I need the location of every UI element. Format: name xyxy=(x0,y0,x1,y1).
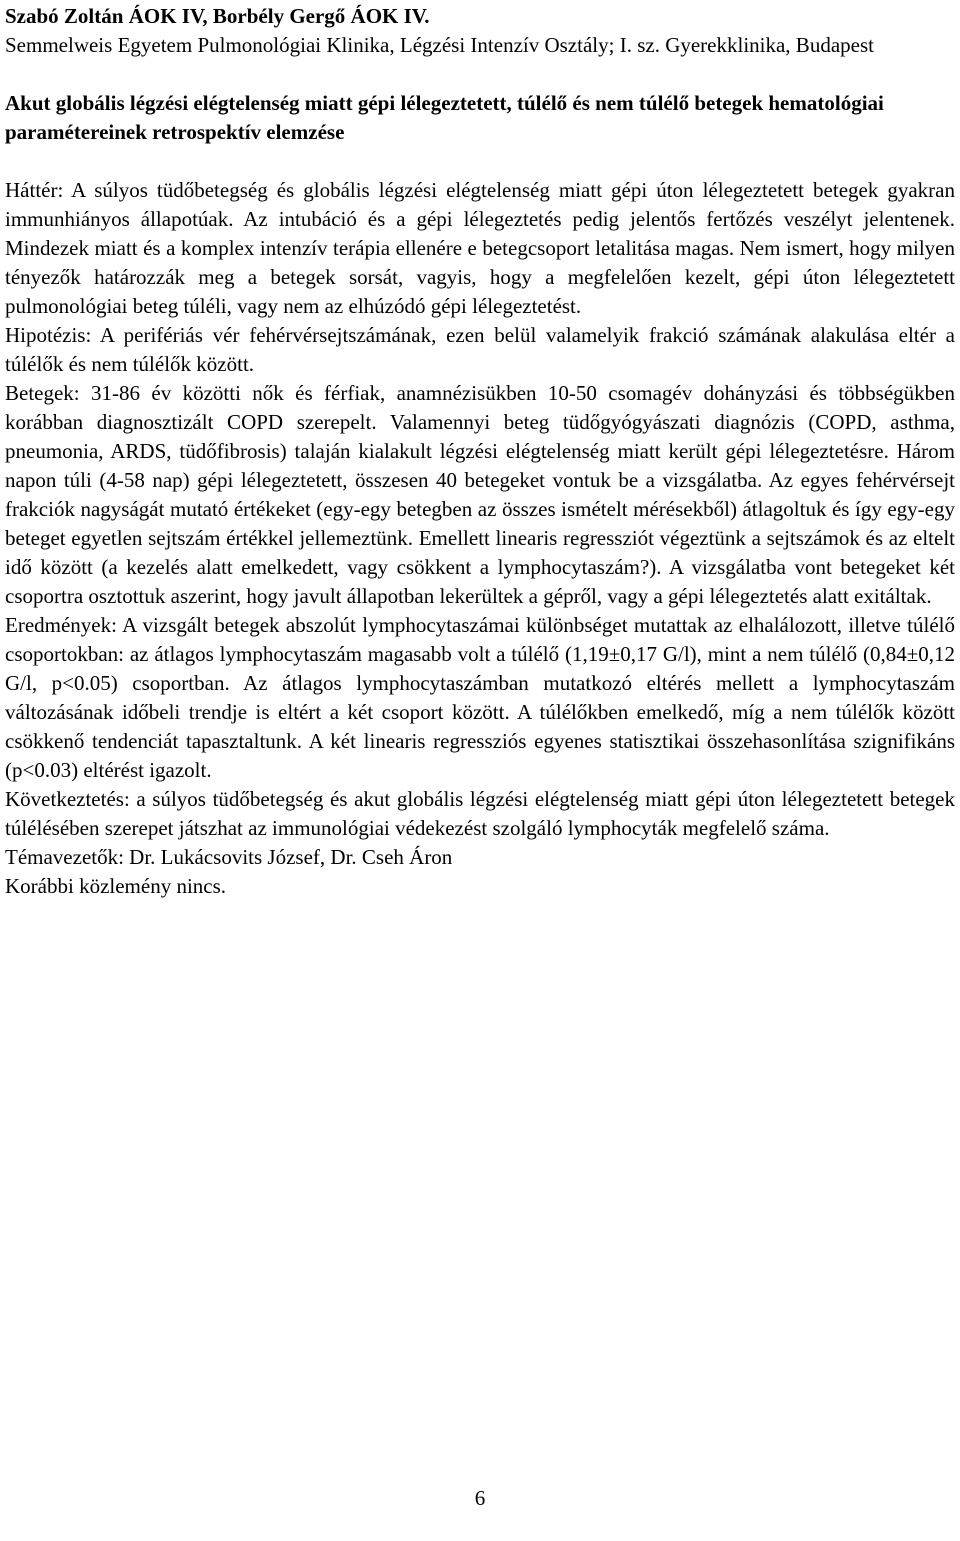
supervisors-line: Témavezetők: Dr. Lukácsovits József, Dr. Cseh Áron xyxy=(5,845,453,869)
author-line: Szabó Zoltán ÁOK IV, Borbély Gergő ÁOK IV. xyxy=(5,4,430,28)
patients-paragraph: Betegek: 31-86 év közötti nők és férfiak, anamnézisükben 10-50 csomagév dohányzási és többségükben korábban diagnosztizált COPD szerepelt. Valamennyi beteg tüdőgyógyászati diagnózis (COPD, asthma, pneumonia, ARDS, tüdőfibrosis) talaján kialakult légzési elégtelenség miatt került gépi lélegeztetésre. Három napon túli (4-58 nap) gépi lélegeztetett, összesen 40 betegeket vontuk be a vizsgálatba. Az egyes fehérvérsejt frakciók nagyságát mutató értékeket (egy-egy betegben az összes ismételt mérésekből) átlagoltuk és így egy-egy beteget egyetlen sejtszám értékkel jellemeztünk. Emellett linearis regressziót végeztünk a sejtszámok és az eltelt idő között (a kezelés alatt emelkedett, vagy csökkent a lymphocytaszám?). A vizsgálatba vont betegeket két csoportra osztottuk aszerint, hogy javult állapotban lekerültek a gépről, vagy a gépi lélegeztetés alatt exitáltak. xyxy=(5,381,955,608)
results-paragraph: Eredmények: A vizsgált betegek abszolút lymphocytaszámai különbséget mutattak az elhalálozott, illetve túlélő csoportokban: az átlagos lymphocytaszám magasabb volt a túlélő (1,19±0,17 G/l), mint a nem túlélő (0,84±0,12 G/l, p<0.05) csoportban. Az átlagos lymphocytaszámban mutatkozó eltérés mellett a lymphocytaszám változásának időbeli trendje is eltért a két csoport között. A túlélőkben emelkedő, míg a nem túlélők között csökkenő tendenciát tapasztaltunk. A két linearis regressziós egyenes statisztikai összehasonlítása szignifikáns (p<0.03) eltérést igazolt. xyxy=(5,613,955,782)
background-paragraph: Háttér: A súlyos tüdőbetegség és globális légzési elégtelenség miatt gépi úton lélegeztetett betegek gyakran immunhiányos állapotúak. Az intubáció és a gépi lélegeztetés pedig jelentős fertőzés veszélyt jelentenek. Mindezek miatt és a komplex intenzív terápia ellenére e betegcsoport letalitása magas. Nem ismert, hogy milyen tényezők határozzák meg a betegek sorsát, vagyis, hogy a megfelelően kezelt, gépi úton lélegeztetett pulmonológiai beteg túléli, vagy nem az elhúzódó gépi lélegeztetést. xyxy=(5,178,955,318)
page-number: 6 xyxy=(474,1486,486,1510)
abstract-body xyxy=(5,176,955,901)
affiliation-line: Semmelweis Egyetem Pulmonológiai Klinika, Légzési Intenzív Osztály; I. sz. Gyerekklinika, Budapest xyxy=(5,33,874,57)
conclusion-paragraph: Következtetés: a súlyos tüdőbetegség és akut globális légzési elégtelenség miatt gépi úton lélegeztetett betegek túlélésében szerepet játszhat az immunológiai védekezést szolgáló lymphocyták megfelelő száma. xyxy=(5,787,955,840)
abstract-title: Akut globális légzési elégtelenség miatt gépi lélegeztetett, túlélő és nem túlélő betegek hematológiai paramétereinek retrospektív elemzése xyxy=(5,91,884,144)
document-page xyxy=(5,0,955,901)
hypothesis-paragraph: Hipotézis: A perifériás vér fehérvérsejtszámának, ezen belül valamelyik frakció számának alakulása eltér a túlélők és nem túlélők között. xyxy=(5,323,955,376)
publications-line: Korábbi közlemény nincs. xyxy=(5,874,227,898)
